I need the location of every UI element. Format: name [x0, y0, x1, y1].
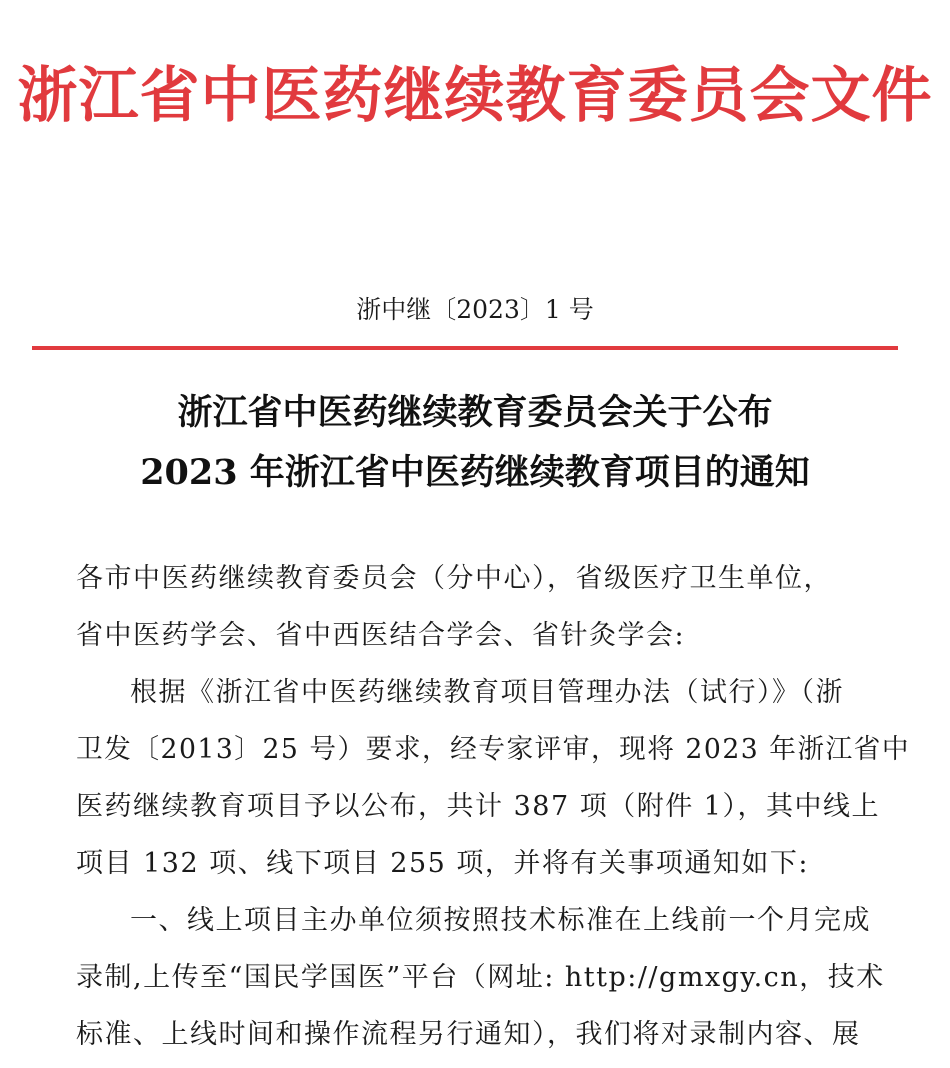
body-line-paragraph-4: 项目 132 项、线下项目 255 项，并将有关事项通知如下: — [76, 848, 809, 879]
body-line-paragraph-2: 卫发〔2013〕25 号）要求，经专家评审，现将 2023 年浙江省中 — [76, 734, 910, 765]
notice-title-line-2: 2023 年浙江省中医药继续教育项目的通知 — [140, 452, 810, 493]
body-line-paragraph-3: 医药继续教育项目予以公布，共计 387 项（附件 1），其中线上 — [76, 791, 880, 822]
notice-title-line-1: 浙江省中医药继续教育委员会关于公布 — [177, 392, 773, 433]
red-separator-line — [32, 346, 898, 350]
issuer-red-header: 浙江省中医药继续教育委员会文件 — [17, 61, 933, 131]
body-line-item-1-b: 录制,上传至“国民学国医”平台（网址: http://gmxgy.cn，技术 — [76, 962, 885, 993]
body-line-item-1-c: 标准、上线时间和操作流程另行通知），我们将对录制内容、展 — [76, 1019, 861, 1050]
body-line-addressee-1: 各市中医药继续教育委员会（分中心），省级医疗卫生单位， — [76, 563, 832, 594]
body-line-addressee-2: 省中医药学会、省中西医结合学会、省针灸学会: — [76, 620, 686, 651]
document-number: 浙中继〔2023〕1 号 — [356, 295, 594, 324]
body-line-item-1-a: 一、线上项目主办单位须按照技术标准在上线前一个月完成 — [130, 905, 871, 936]
body-line-paragraph-1: 根据《浙江省中医药继续教育项目管理办法（试行）》（浙 — [130, 677, 844, 708]
